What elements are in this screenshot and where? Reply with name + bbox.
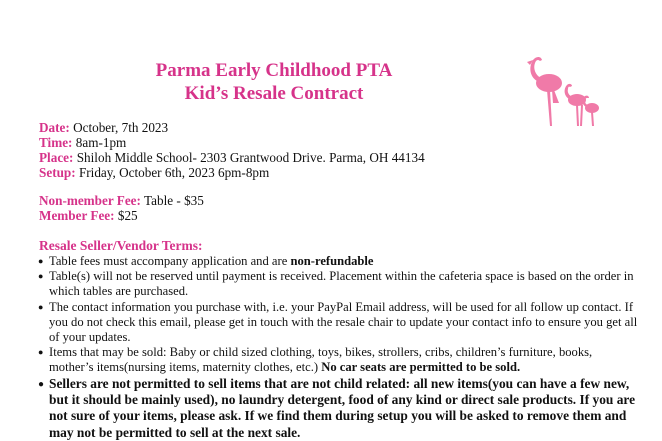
time-label: Time: [39, 135, 73, 150]
member-fee-value: $25 [117, 208, 138, 223]
list-item [39, 254, 639, 269]
event-time [39, 135, 126, 150]
nonmember-fee [39, 193, 204, 208]
place-label: Place: [39, 150, 74, 165]
event-date [39, 120, 168, 135]
setup-value: Friday, October 6th, 2023 6pm-8pm [78, 165, 270, 180]
term-emphasis: No car seats are permitted to be sold. [321, 360, 521, 375]
date-value: October, 7th 2023 [73, 120, 169, 135]
member-fee [39, 208, 138, 223]
nonmember-fee-value: Table - $35 [143, 193, 204, 208]
term-text: Items that may be sold: Baby or child sized clothing, toys, bikes, strollers, cribs, children’s furniture, books, mother’s items(nursing items, maternity clothes, etc.) [49, 345, 593, 375]
terms-list [39, 254, 639, 441]
term-text: The contact information you purchase with, i.e. your PayPal Email address, will be used for all follow up contact. If you do not check this email, please get in touch with the resale chair to update your contact info to ensure you get all of your updates. [49, 299, 638, 345]
term-text: Table fees must accompany application and are [49, 254, 291, 268]
nonmember-fee-label: Non-member Fee: [39, 193, 141, 208]
page-title: Parma Early Childhood PTA [155, 60, 393, 81]
list-item [39, 345, 639, 375]
terms-heading: Resale Seller/Vendor Terms: [39, 238, 203, 253]
list-item [39, 376, 639, 441]
member-fee-label: Member Fee: [39, 208, 115, 223]
flamingos-icon [519, 48, 603, 128]
date-label: Date: [39, 120, 70, 135]
term-text: Table(s) will not be reserved until payment is received. Placement within the cafeteria space is based on the order in which tables are purchased. [49, 269, 634, 299]
event-place [39, 150, 425, 165]
event-setup [39, 165, 269, 180]
page-subtitle: Kid’s Resale Contract [184, 83, 364, 104]
place-value: Shiloh Middle School- 2303 Grantwood Drive. Parma, OH 44134 [76, 150, 425, 165]
term-text: Sellers are not permitted to sell items that are not child related: all new items(you can have a few new, but it should be mainly used), no laundry detergent, food of any kind or direct sale products. If you are not sure of your items, please ask. If we find them during setup you will be asked to remove them and may not be permitted to sell at the next sale. [49, 375, 636, 440]
term-emphasis: non-refundable [290, 254, 374, 268]
setup-label: Setup: [39, 165, 76, 180]
list-item [39, 269, 639, 299]
list-item [39, 300, 639, 346]
time-value: 8am-1pm [75, 135, 127, 150]
